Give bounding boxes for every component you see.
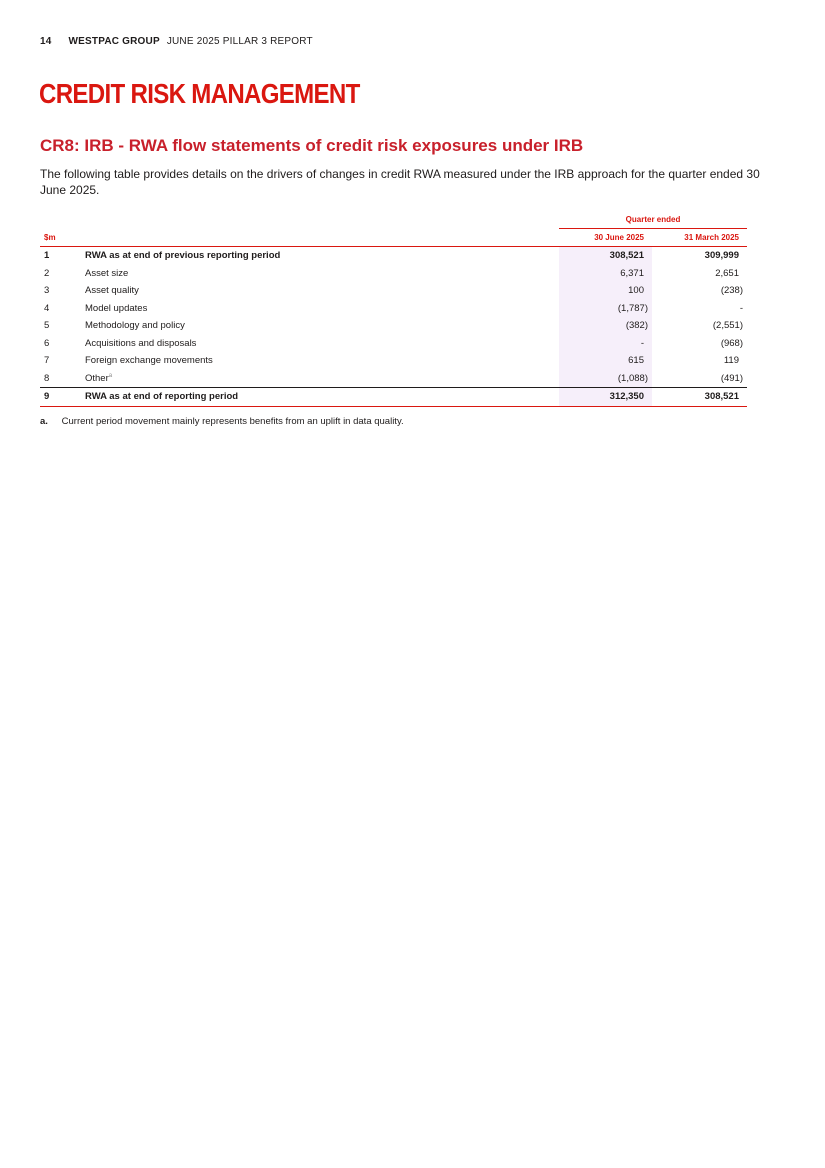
table-row xyxy=(40,282,747,300)
row-number: 7 xyxy=(44,355,50,367)
unit-label: $m xyxy=(40,229,559,247)
table-row xyxy=(40,300,747,318)
row-label: Acquisitions and disposals xyxy=(85,337,197,349)
row-value-mar: 119 xyxy=(723,355,739,367)
table-row xyxy=(40,247,747,265)
row-label: Model updates xyxy=(85,302,148,314)
row-label: Asset quality xyxy=(85,285,139,297)
row-label: Foreign exchange movements xyxy=(85,355,213,367)
row-number: 3 xyxy=(44,285,50,297)
row-value-mar: (968) xyxy=(720,337,743,349)
table-column-header-row xyxy=(40,229,747,247)
page-number: 14 xyxy=(40,36,52,47)
row-value-jun: 312,350 xyxy=(559,388,652,407)
row-value-mar: 2,651 xyxy=(715,267,739,279)
section-subtitle: CR8: IRB - RWA flow statements of credit risk exposures under IRB xyxy=(40,136,584,155)
row-value-mar: (2,551) xyxy=(712,320,743,332)
row-label-text: Other xyxy=(85,372,109,384)
table-group-header-row xyxy=(40,211,747,229)
header-report: JUNE 2025 PILLAR 3 REPORT xyxy=(166,36,313,47)
rwa-flow-table xyxy=(40,211,747,407)
row-label: RWA as at end of previous reporting period xyxy=(85,250,281,262)
row-label: Asset size xyxy=(85,267,129,279)
table-row xyxy=(40,335,747,353)
row-label: RWA as at end of reporting period xyxy=(81,388,559,407)
row-value-mar: 309,999 xyxy=(704,250,739,262)
footnote-reference: a xyxy=(108,372,113,379)
row-value-mar: (238) xyxy=(720,285,743,297)
table-row xyxy=(40,317,747,335)
table-row xyxy=(40,265,747,283)
page-title: CREDIT RISK MANAGEMENT xyxy=(39,78,360,109)
row-number: 8 xyxy=(40,370,81,388)
column-header-mar: 31 March 2025 xyxy=(652,229,747,247)
header-org: WESTPAC GROUP xyxy=(68,36,160,47)
row-value-jun: - xyxy=(559,335,652,353)
row-value-jun: (1,088) xyxy=(559,370,652,388)
row-number: 2 xyxy=(44,267,50,279)
row-value-jun: (1,787) xyxy=(559,300,652,318)
row-label xyxy=(81,370,559,388)
footnote-marker: a. xyxy=(40,416,48,427)
row-number: 5 xyxy=(44,320,50,332)
intro-text: The following table provides details on the drivers of changes in credit RWA measured under the IRB approach for the quarter ended 30 June 2025. xyxy=(40,167,760,197)
row-number: 4 xyxy=(44,302,50,314)
row-number: 6 xyxy=(44,337,50,349)
row-label: Methodology and policy xyxy=(85,320,185,332)
row-value-jun: 308,521 xyxy=(559,247,652,265)
table-row xyxy=(40,370,747,388)
row-value-jun: 615 xyxy=(559,352,652,370)
row-number: 1 xyxy=(44,250,50,262)
row-value-jun: (382) xyxy=(559,317,652,335)
footnote xyxy=(40,416,404,427)
table-row xyxy=(40,352,747,370)
quarter-ended-header: Quarter ended xyxy=(559,211,747,229)
page-header xyxy=(40,36,313,47)
column-header-jun: 30 June 2025 xyxy=(559,229,652,247)
row-value-jun: 6,371 xyxy=(559,265,652,283)
row-value-jun: 100 xyxy=(559,282,652,300)
row-value-mar: (491) xyxy=(652,370,747,388)
table-row xyxy=(40,388,747,407)
footnote-text: Current period movement mainly represents benefits from an uplift in data quality. xyxy=(61,416,404,427)
row-number: 9 xyxy=(40,388,81,407)
row-value-mar: - xyxy=(739,302,743,314)
row-value-mar: 308,521 xyxy=(652,388,747,407)
